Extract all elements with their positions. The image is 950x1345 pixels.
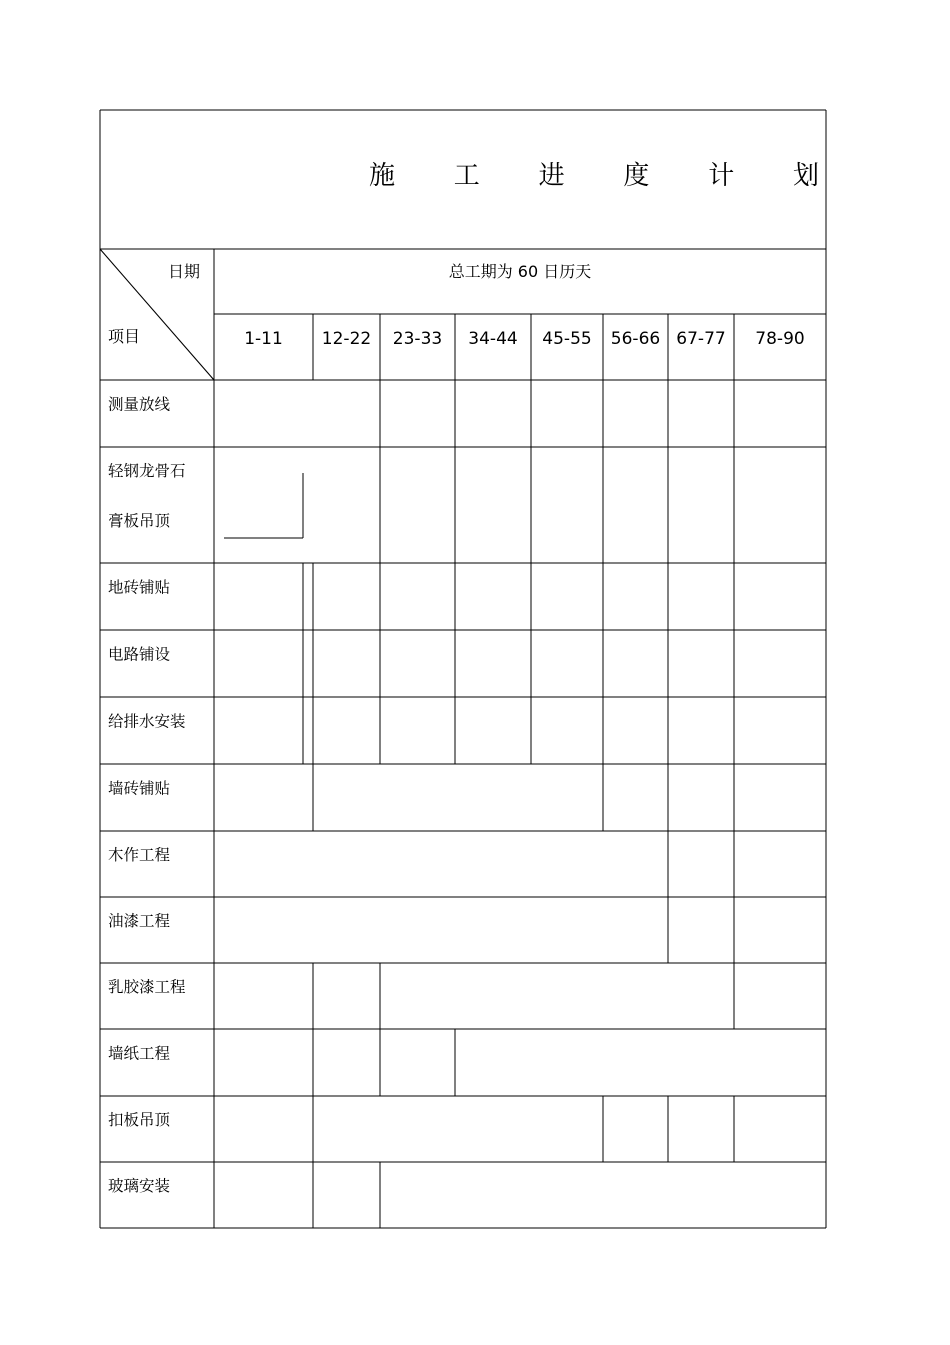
item-label: 测量放线 [108,395,171,414]
period-label: 34-44 [468,329,518,349]
item-label: 墙砖铺贴 [108,779,171,798]
item-label: 扣板吊顶 [108,1111,171,1129]
item-label: 项目 [108,327,141,346]
period-label: 56-66 [610,329,661,349]
period-headers [244,329,805,349]
period-label: 1-11 [244,329,283,349]
item-label: 乳胶漆工程 [108,978,186,996]
period-label: 23-33 [392,329,443,349]
item-label: 轻钢龙骨石 [108,462,186,480]
title-char: 度 [623,161,650,191]
period-label: 78-90 [755,329,805,349]
period-label: 12-22 [321,329,372,349]
title-char: 施 [368,161,396,191]
item-label: 木作工程 [108,846,171,864]
title-char: 划 [792,161,820,191]
title-char: 进 [538,161,565,191]
item-label: 墙纸工程 [108,1044,171,1063]
item-label: 地砖铺贴 [108,578,171,597]
item-label: 玻璃安装 [108,1177,171,1195]
date-label: 日期 [167,262,200,281]
item-label-line2: 膏板吊顶 [108,512,171,530]
item-label: 油漆工程 [108,912,171,930]
total-duration-label: 总工期为 60 日历天 [448,262,592,281]
period-label: 67-77 [676,329,726,349]
item-labels [108,396,186,1196]
item-label: 电路铺设 [108,645,171,664]
title-char: 工 [453,161,480,191]
page-title [369,161,819,191]
title-char: 计 [708,161,735,191]
period-label: 45-55 [542,329,592,349]
item-label: 给排水安装 [108,712,186,731]
